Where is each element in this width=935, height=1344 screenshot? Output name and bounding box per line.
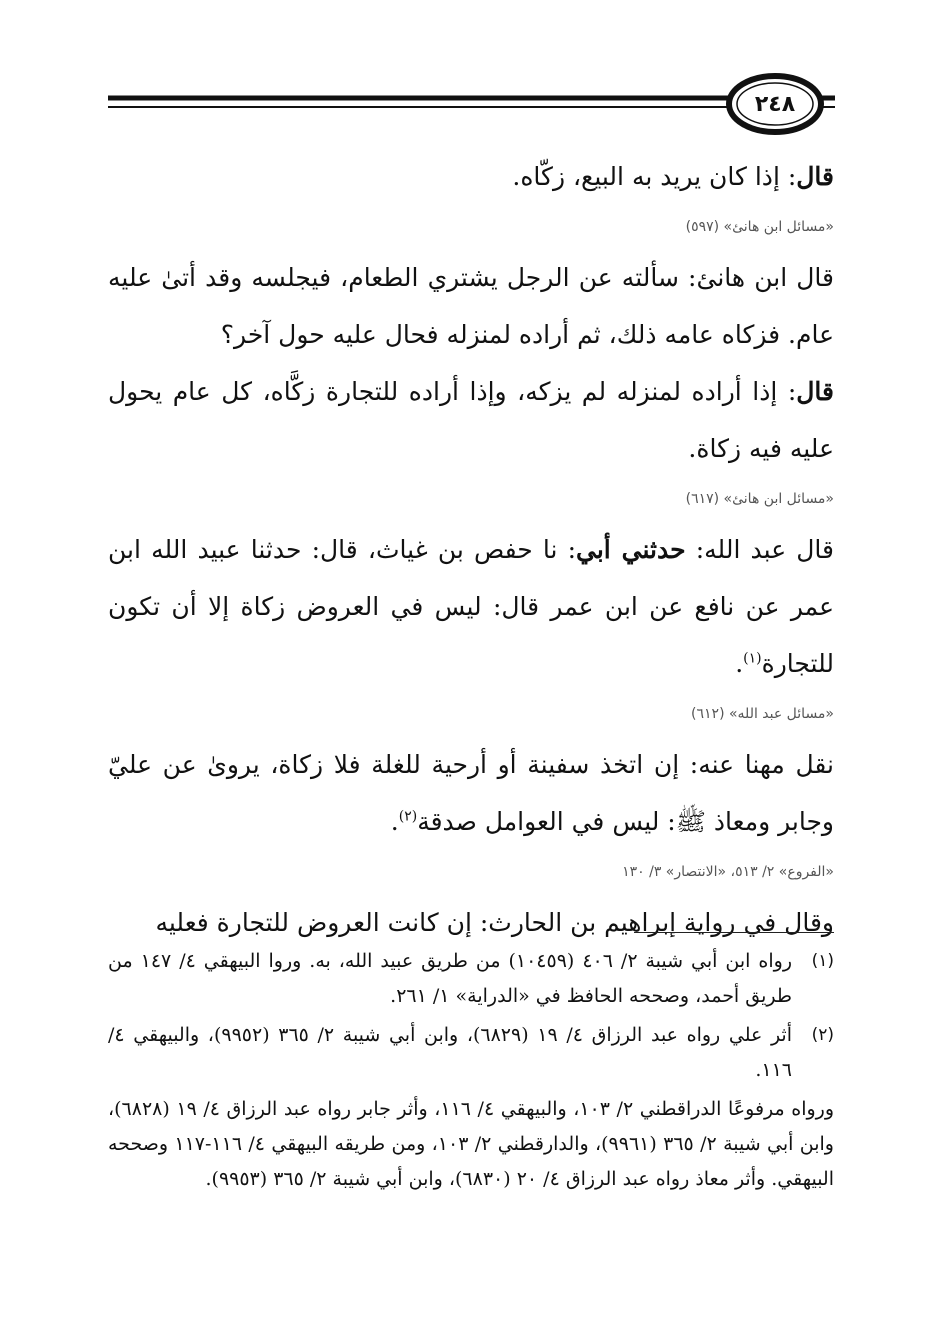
bold-phrase: حدثني أبي (576, 535, 686, 564)
paragraph-text: : إذا كان يريد به البيع، زكّاه. (512, 162, 797, 191)
source-citation: «مسائل ابن هانئ» (٦١٧) (685, 491, 834, 507)
source-citation: «مسائل عبد الله» (٦١٢) (691, 706, 834, 722)
footnote-ref[interactable]: (٢) (398, 808, 418, 825)
paragraph-text: نقل مهنا عنه: إن اتخذ سفينة أو أرحية للغلة فلا زكاة، يروىٰ عن عليّ وجابر ومعاذ ﷺ: ليس في العوامل صدقة (108, 750, 834, 836)
bold-lead: قال (796, 377, 834, 406)
paragraph (108, 148, 834, 205)
page-number: ٢٤٨ (754, 92, 796, 117)
paragraph-punct: . (390, 807, 399, 836)
paragraph-text: : نا حفص بن غياث، قال: حدثنا عبيد الله ابن عمر عن نافع عن ابن عمر قال: ليس في العروض زكاة إلا أن تكون للتجارة (108, 535, 834, 678)
footnote-text: أثر علي رواه عبد الرزاق ٤/ ١٩ (٦٨٢٩)، وابن أبي شيبة ٢/ ٣٦٥ (٩٩٥٢)، والبيهقي ٤/ ١١٦. (108, 1024, 793, 1081)
footnote-continuation: ورواه مرفوعًا الدراقطني ٢/ ١٠٣، والبيهقي ٤/ ١١٦، وأثر جابر رواه عبد الرزاق ٤/ ١٩ (٦٨٢٨)، وابن أبي شيبة ٢/ ٣٦٥ (٩٩٦١)، والدارقطني ٢/ ١٠٣، ومن طريقه البيهقي ٤/ ١١٦-١١٧ وصححه البيهقي. وأثر معاذ رواه عبد الرزاق ٤/ ٢٠ (٦٨٣٠)، وابن أبي شيبة ٢/ ٣٦٥ (٩٩٥٣). (108, 1098, 835, 1190)
paragraph (108, 521, 834, 692)
bold-lead: قال (796, 162, 834, 191)
source-citation: «مسائل ابن هانئ» (٥٩٧) (685, 219, 834, 235)
footnotes (108, 944, 834, 1197)
paragraph-text: : إذا أراده لمنزله لم يزكه، وإذا أراده للتجارة زكَّاه، كل عام يحول عليه فيه زكاة. (108, 377, 834, 463)
paragraph: قال ابن هانئ: سألته عن الرجل يشتري الطعام، فيجلسه وقد أتىٰ عليه عام. فزكاه عامه ذلك، ثم أراده لمنزله فحال عليه حول آخر؟ (108, 263, 834, 349)
footnote (108, 944, 834, 1014)
main-text (108, 148, 834, 951)
footnote-number: (١) (811, 951, 834, 971)
paragraph-text: قال عبد الله: (685, 535, 834, 564)
footnote-ref[interactable]: (١) (743, 650, 762, 667)
paragraph (108, 363, 834, 477)
paragraph-punct: . (735, 649, 744, 678)
footnote (108, 1018, 834, 1088)
footnote-number: (٢) (811, 1025, 834, 1045)
footnote-separator (634, 932, 834, 933)
source-citation: «الفروع» ٢/ ٥١٣، «الانتصار» ٣/ ١٣٠ (622, 864, 834, 880)
page-header (0, 0, 935, 150)
footnote-text: رواه ابن أبي شيبة ٢/ ٤٠٦ (١٠٤٥٩) من طريق عبيد الله، به. وروا البيهقي ٤/ ١٤٧ من طريق أحمد، وصححه الحافظ في «الدراية» ١/ ٢٦١. (108, 950, 792, 1007)
paragraph: وقال في رواية إبراهيم بن الحارث: إن كانت العروض للتجارة فعليه (155, 908, 834, 937)
paragraph (108, 736, 834, 850)
